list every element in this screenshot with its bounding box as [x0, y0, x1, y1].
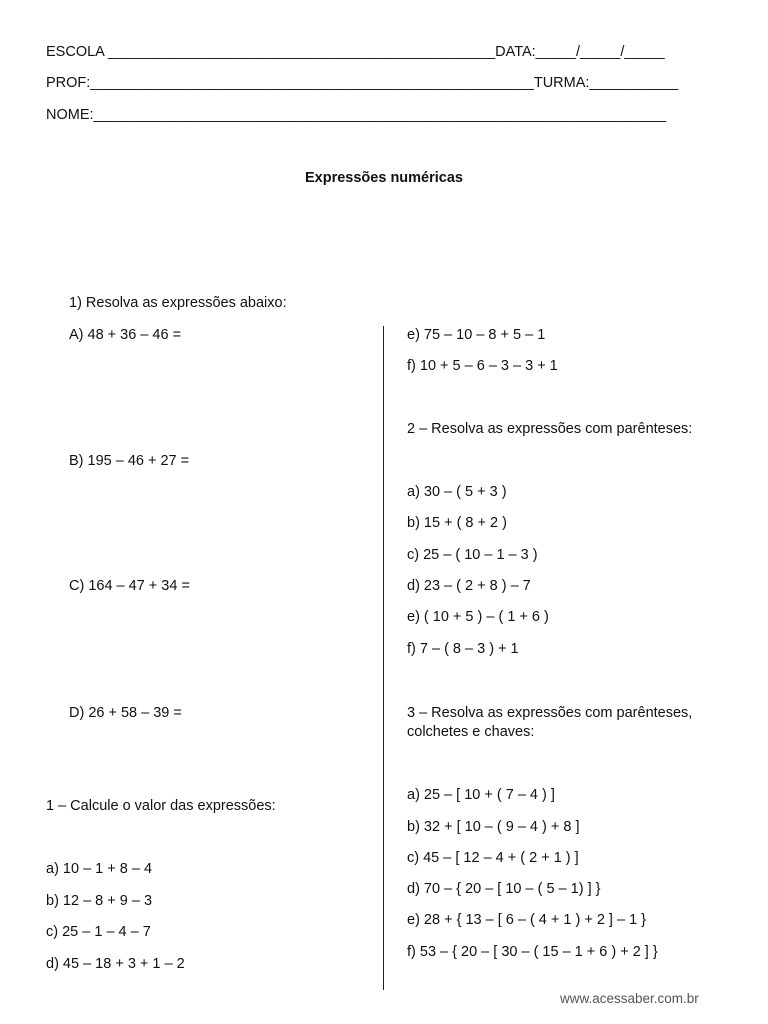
- header-escola-line: ESCOLA ________________________________________________DATA:_____/_____/_____: [46, 44, 665, 60]
- column-divider: [383, 326, 384, 990]
- question-1-heading: 1) Resolva as expressões abaixo:: [69, 295, 287, 311]
- q2-item-f: f) 7 – ( 8 – 3 ) + 1: [407, 641, 519, 657]
- header-prof-line: PROF:_______________________________________________________TURMA:___________: [46, 75, 679, 91]
- q2-item-e: e) ( 10 + 5 ) – ( 1 + 6 ): [407, 609, 549, 625]
- question-3-heading-line1: 3 – Resolva as expressões com parênteses,: [407, 705, 693, 721]
- q3-item-a: a) 25 – [ 10 + ( 7 – 4 ) ]: [407, 787, 555, 803]
- right-item-f: f) 10 + 5 – 6 – 3 – 3 + 1: [407, 358, 558, 374]
- q3-item-e: e) 28 + { 13 – [ 6 – ( 4 + 1 ) + 2 ] – 1 }: [407, 912, 647, 928]
- question-2-heading: 2 – Resolva as expressões com parênteses:: [407, 421, 693, 437]
- q2-item-d: d) 23 – ( 2 + 8 ) – 7: [407, 578, 531, 594]
- calc-item-c: c) 25 – 1 – 4 – 7: [46, 924, 151, 940]
- question-3-heading-line2: colchetes e chaves:: [407, 724, 535, 740]
- page-title: Expressões numéricas: [305, 170, 463, 186]
- exercise-c: C) 164 – 47 + 34 =: [69, 578, 190, 594]
- calc-item-d: d) 45 – 18 + 3 + 1 – 2: [46, 956, 185, 972]
- exercise-d: D) 26 + 58 – 39 =: [69, 705, 182, 721]
- q3-item-c: c) 45 – [ 12 – 4 + ( 2 + 1 ) ]: [407, 850, 579, 866]
- q2-item-b: b) 15 + ( 8 + 2 ): [407, 515, 507, 531]
- header-nome-line: NOME:_______________________________________________________________________: [46, 107, 667, 123]
- exercise-b: B) 195 – 46 + 27 =: [69, 453, 190, 469]
- right-item-e: e) 75 – 10 – 8 + 5 – 1: [407, 327, 546, 343]
- q2-item-a: a) 30 – ( 5 + 3 ): [407, 484, 507, 500]
- q3-item-d: d) 70 – { 20 – [ 10 – ( 5 – 1) ] }: [407, 881, 601, 897]
- q3-item-b: b) 32 + [ 10 – ( 9 – 4 ) + 8 ]: [407, 819, 580, 835]
- exercise-a: A) 48 + 36 – 46 =: [69, 327, 182, 343]
- calc-item-a: a) 10 – 1 + 8 – 4: [46, 861, 153, 877]
- q3-item-f: f) 53 – { 20 – [ 30 – ( 15 – 1 + 6 ) + 2 ] }: [407, 944, 658, 960]
- calc-item-b: b) 12 – 8 + 9 – 3: [46, 893, 153, 909]
- calculate-heading: 1 – Calcule o valor das expressões:: [46, 798, 276, 814]
- q2-item-c: c) 25 – ( 10 – 1 – 3 ): [407, 547, 538, 563]
- footer-website: www.acessaber.com.br: [560, 991, 699, 1006]
